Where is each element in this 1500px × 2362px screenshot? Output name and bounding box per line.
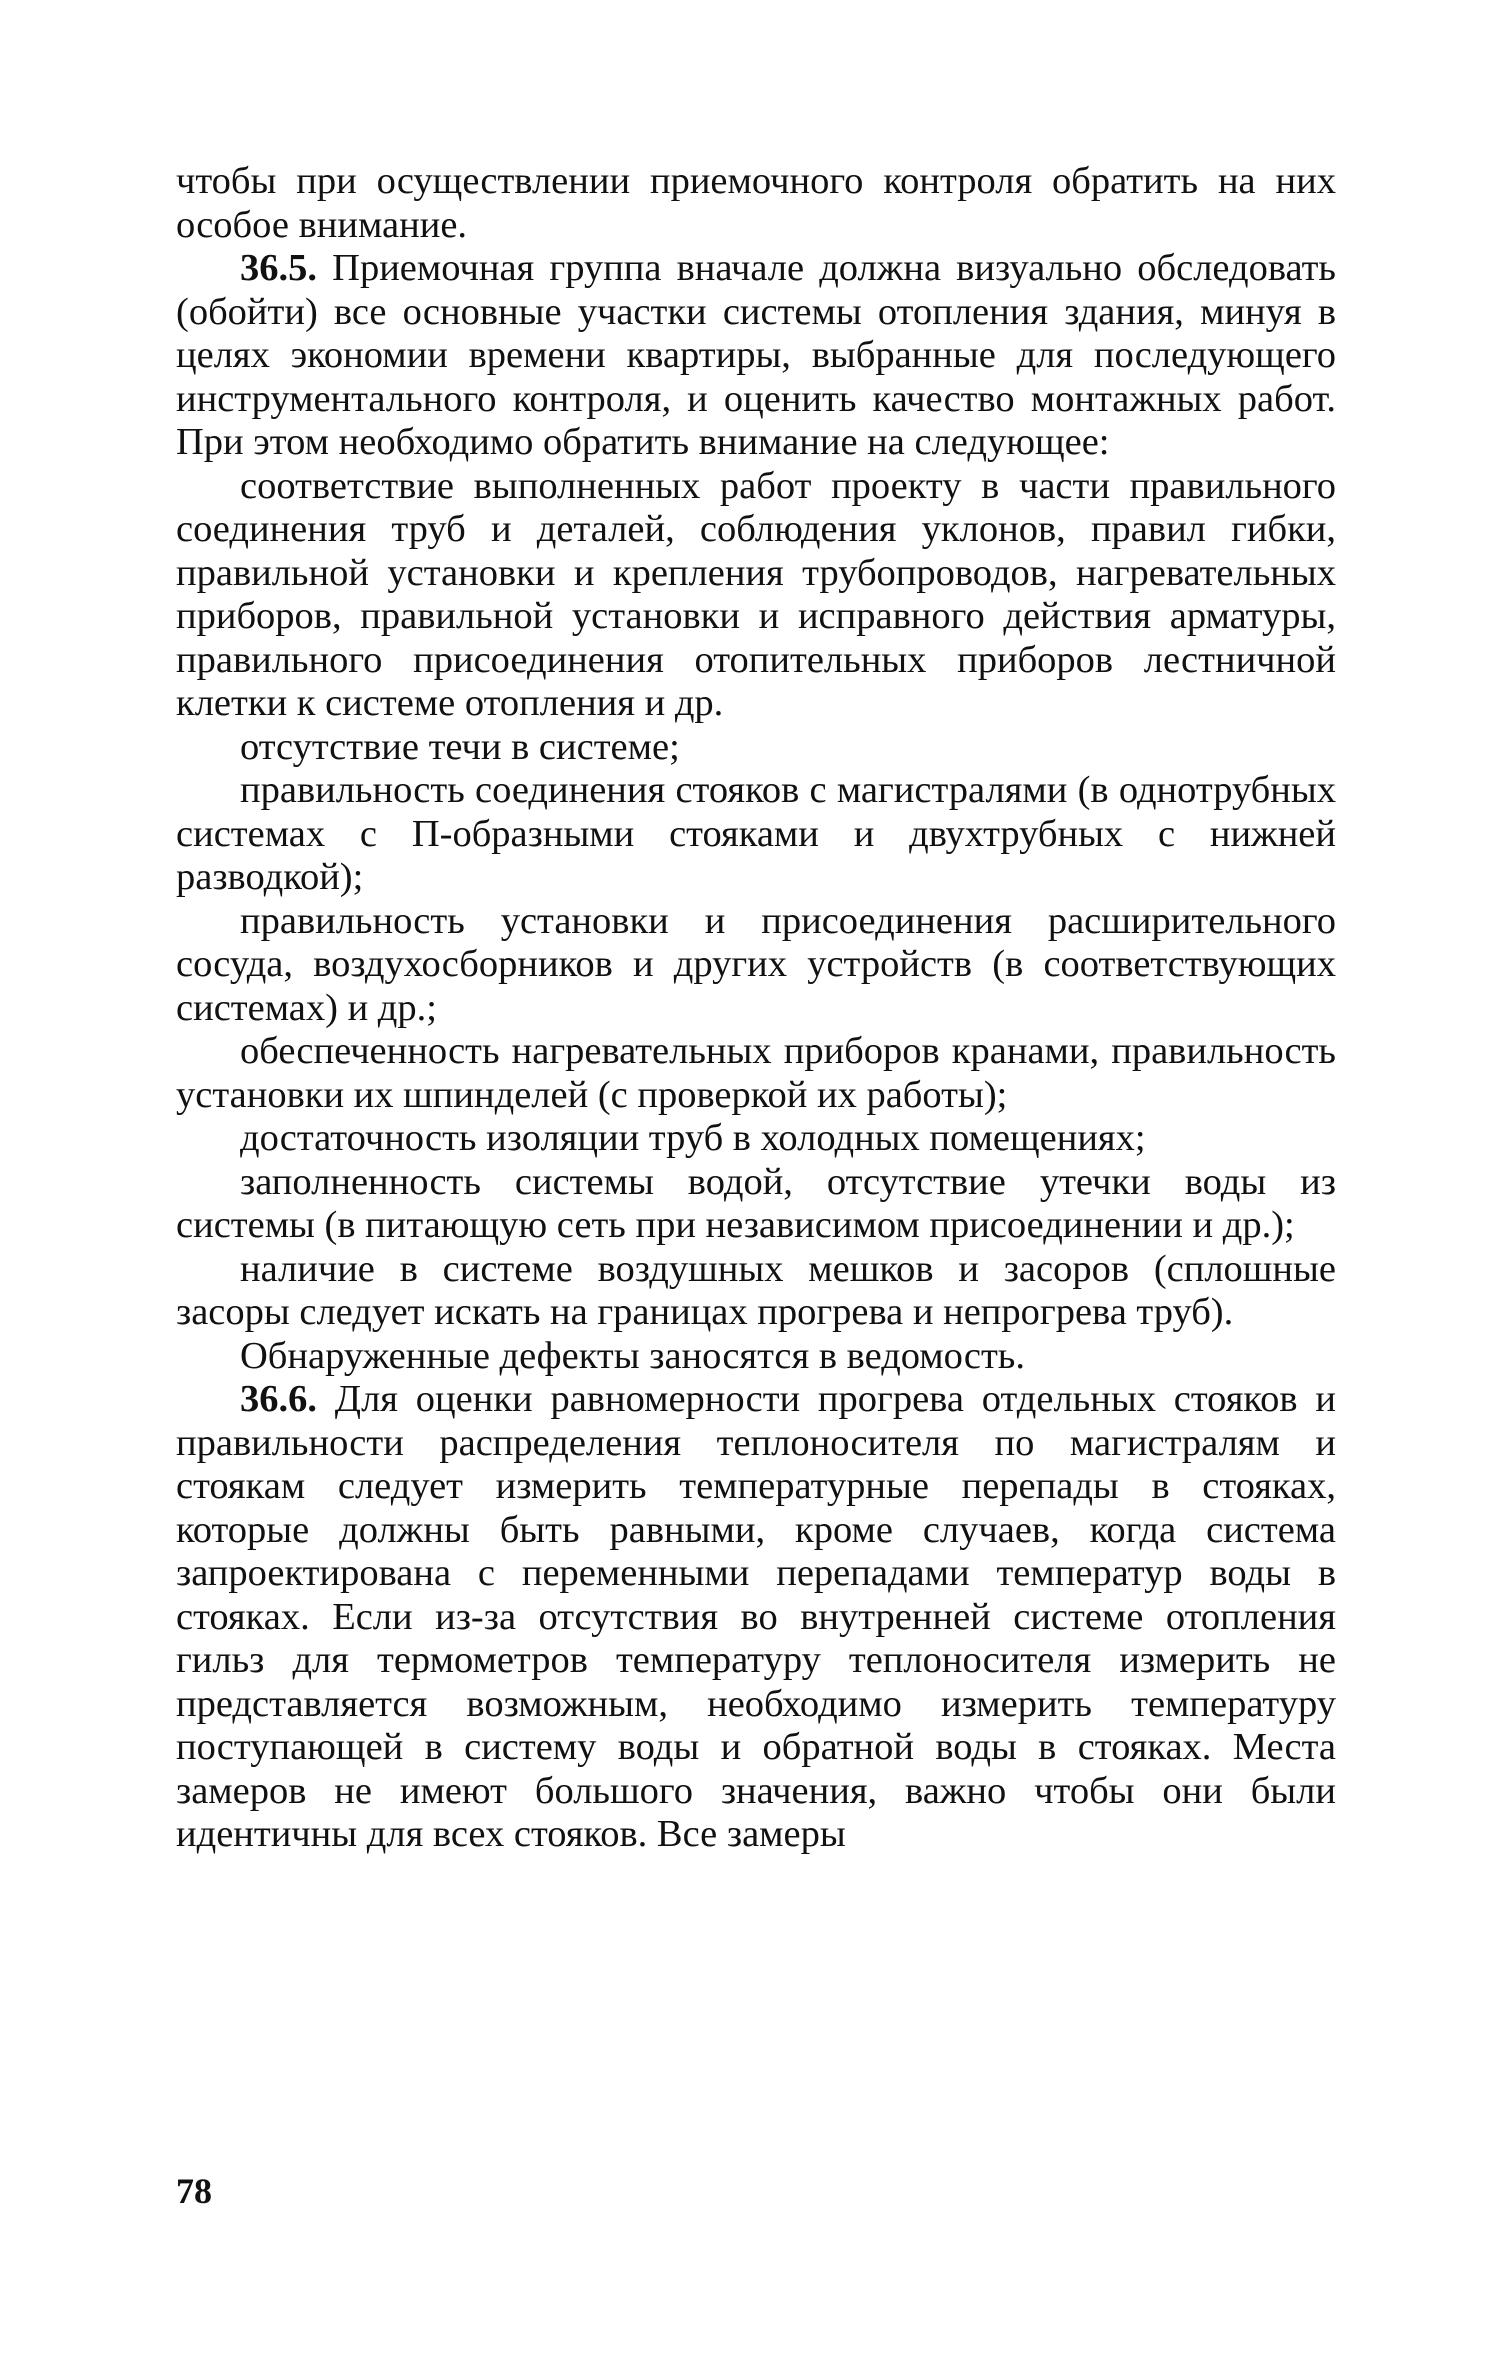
section-number: 36.5. xyxy=(240,247,317,289)
section-number: 36.6. xyxy=(240,1378,317,1420)
paragraph-text: достаточность изоляции труб в холодных помещениях; xyxy=(240,1117,1146,1159)
list-item xyxy=(176,1248,1336,1335)
paragraph-text: заполненность системы водой, отсутствие утечки воды из системы (в питающую сеть при независимом присоединении и др.); xyxy=(176,1160,1336,1246)
paragraph-text: Приемочная группа вначале должна визуально обследовать (обойти) все основные участки системы отопления здания, минуя в целях экономии времени квартиры, выбранные для последующего инструментального контроля, и оценить качество монтажных работ. При этом необходимо обратить внимание на следующее: xyxy=(176,247,1336,463)
paragraph-text: правильность соединения стояков с магистралями (в однотрубных системах с П-образными стояками и двухтрубных с нижней разводкой); xyxy=(176,769,1336,898)
list-item xyxy=(176,900,1336,1031)
list-item xyxy=(176,1030,1336,1117)
paragraph-text: отсутствие течи в системе; xyxy=(240,725,680,768)
list-item xyxy=(176,1117,1336,1161)
list-item xyxy=(176,769,1336,900)
paragraph-text: обеспеченность нагревательных приборов кранами, правильность установки их шпинделей (с проверкой их работы); xyxy=(176,1030,1336,1116)
paragraph-text: Обнаруженные дефекты заносятся в ведомость. xyxy=(240,1334,1025,1377)
page-number: 78 xyxy=(176,2171,212,2211)
paragraph-text: соответствие выполненных работ проекту в части правильного соединения труб и деталей, соблюдения уклонов, правил гибки, правильной установки и крепления трубопроводов, нагревательных приборов, правильной установки и исправного действия арматуры, правильного присоединения отопительных приборов лестничной клетки к системе отопления и др. xyxy=(176,464,1336,724)
defects-note xyxy=(176,1335,1336,1379)
paragraph-continuation xyxy=(176,160,1336,247)
paragraph-text: Для оценки равномерности прогрева отдельных стояков и правильности распределения теплоносителя по магистралям и стоякам следует измерить температурные перепады в стояках, которые должны быть равными, кроме случаев, когда система запроектирована с переменными перепадами температур воды в стояках. Если из-за отсутствия во внутренней системе отопления гильз для термометров температуру теплоносителя измерить не представляется возможным, необходимо измерить температуру поступающей в систему воды и обратной воды в стояках. Места замеров не имеют большого значения, важно чтобы они были идентичны для всех стояков. Все замеры xyxy=(176,1378,1336,1855)
paragraph-text: чтобы при осуществлении приемочного контроля обратить на них особое внимание. xyxy=(176,160,1336,246)
paragraph-text: правильность установки и присоединения расширительного сосуда, воздухосборников и других устройств (в соответствующих системах) и др.; xyxy=(176,899,1336,1029)
list-item xyxy=(176,465,1336,726)
list-item xyxy=(176,1161,1336,1248)
page-body xyxy=(176,160,1336,1857)
paragraph-text: наличие в системе воздушных мешков и засоров (сплошные засоры следует искать на границах прогрева и непрогрева труб). xyxy=(176,1247,1336,1333)
section-36-6 xyxy=(176,1378,1336,1857)
section-36-5 xyxy=(176,247,1336,465)
list-item xyxy=(176,726,1336,770)
